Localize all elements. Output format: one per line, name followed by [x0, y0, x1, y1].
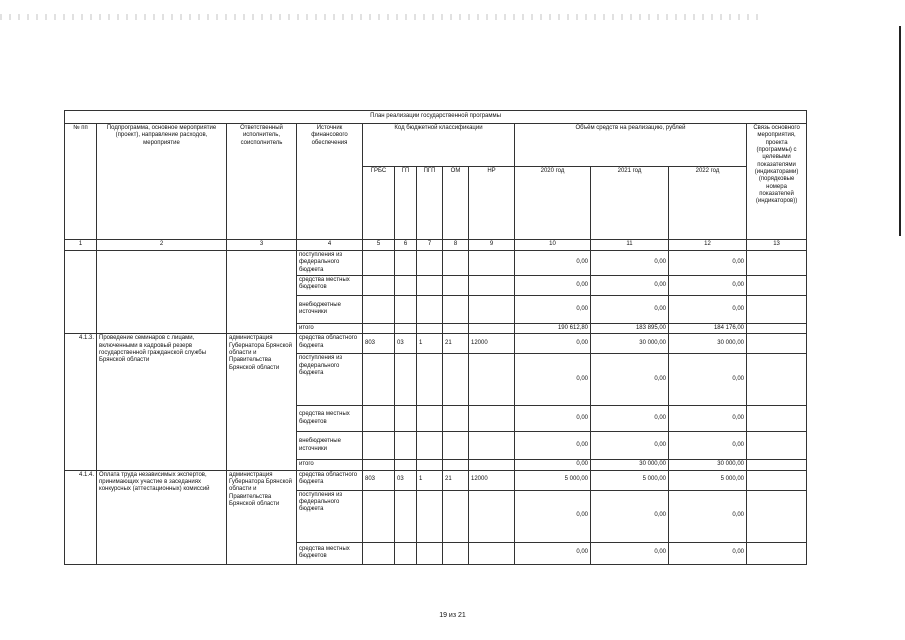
code-nr: 12000: [469, 334, 515, 354]
value-2021: 183 895,00: [591, 323, 669, 333]
col-number: 6: [395, 240, 417, 251]
header-pgp: ПГП: [417, 167, 443, 240]
value-2020: 0,00: [515, 460, 591, 470]
item-executor: администрация Губернатора Брянской области и Правительства Брянской области: [227, 470, 297, 564]
page-number: 19 из 21: [439, 612, 466, 619]
code-grbs: 803: [363, 470, 395, 490]
col-number: 7: [417, 240, 443, 251]
value-2022: 0,00: [669, 432, 747, 460]
table-row: [65, 334, 807, 354]
value-2021: 0,00: [591, 542, 669, 564]
source-cell: средства местных бюджетов: [297, 542, 363, 564]
value-2022: 0,00: [669, 406, 747, 432]
item-number: 4.1.3.: [65, 334, 97, 470]
source-cell: внебюджетные источники: [297, 432, 363, 460]
col-number: 2: [97, 240, 227, 251]
table-row: [65, 251, 807, 276]
value-2021: 0,00: [591, 295, 669, 323]
header-subprogram: Подпрограмма, основное мероприятие (проект), направление расходов, мероприятие: [97, 124, 227, 240]
value-2022: 0,00: [669, 542, 747, 564]
source-cell: средства областного бюджета: [297, 334, 363, 354]
plan-table: [64, 110, 807, 565]
code-grbs: 803: [363, 334, 395, 354]
table-row: [65, 470, 807, 490]
source-cell: поступления из федерального бюджета: [297, 251, 363, 276]
source-cell: средства местных бюджетов: [297, 406, 363, 432]
code-pgp: 1: [417, 334, 443, 354]
value-2021: 5 000,00: [591, 470, 669, 490]
header-om: ОМ: [443, 167, 469, 240]
value-2022: 0,00: [669, 490, 747, 542]
value-2021: 0,00: [591, 490, 669, 542]
header-gp: ГП: [395, 167, 417, 240]
source-cell: средства областного бюджета: [297, 470, 363, 490]
header-2022: 2022 год: [669, 167, 747, 240]
scan-noise-top: [0, 14, 760, 20]
header-source: Источник финансового обеспечения: [297, 124, 363, 240]
header-2020: 2020 год: [515, 167, 591, 240]
header-nr: НР: [469, 167, 515, 240]
col-number: 4: [297, 240, 363, 251]
header-2021: 2021 год: [591, 167, 669, 240]
value-2022: 0,00: [669, 295, 747, 323]
value-2020: 0,00: [515, 251, 591, 276]
header-executor: Ответственный исполнитель, соисполнитель: [227, 124, 297, 240]
code-gp: 03: [395, 334, 417, 354]
col-number: 12: [669, 240, 747, 251]
value-2021: 30 000,00: [591, 334, 669, 354]
source-cell: итого: [297, 323, 363, 333]
item-name: Проведение семинаров с лицами, включенными в кадровый резерв государственной гражданской службы Брянской области: [97, 334, 227, 470]
col-number: 13: [747, 240, 807, 251]
header-budget-code: Код бюджетной классификации: [363, 124, 515, 167]
code-om: 21: [443, 334, 469, 354]
value-2022: 5 000,00: [669, 470, 747, 490]
source-cell: поступления из федерального бюджета: [297, 354, 363, 406]
value-2022: 0,00: [669, 275, 747, 295]
col-number: 11: [591, 240, 669, 251]
value-2020: 190 612,80: [515, 323, 591, 333]
value-2020: 0,00: [515, 295, 591, 323]
col-number: 8: [443, 240, 469, 251]
item-name: Оплата труда независимых экспертов, принимающих участие в заседаниях конкурсных (аттестационных) комиссий: [97, 470, 227, 564]
value-2021: 0,00: [591, 432, 669, 460]
source-cell: поступления из федерального бюджета: [297, 490, 363, 542]
scan-edge-right: [899, 26, 901, 236]
value-2021: 0,00: [591, 406, 669, 432]
value-2020: 0,00: [515, 334, 591, 354]
col-number: 1: [65, 240, 97, 251]
value-2020: 0,00: [515, 490, 591, 542]
value-2022: 0,00: [669, 354, 747, 406]
value-2020: 0,00: [515, 542, 591, 564]
value-2020: 5 000,00: [515, 470, 591, 490]
item-number: 4.1.4.: [65, 470, 97, 564]
value-2021: 30 000,00: [591, 460, 669, 470]
value-2022: 0,00: [669, 251, 747, 276]
header-volume: Объём средств на реализацию, рублей: [515, 124, 747, 167]
code-pgp: 1: [417, 470, 443, 490]
code-nr: 12000: [469, 470, 515, 490]
col-number: 9: [469, 240, 515, 251]
value-2022: 30 000,00: [669, 460, 747, 470]
col-number: 3: [227, 240, 297, 251]
source-cell: внебюджетные источники: [297, 295, 363, 323]
col-number: 5: [363, 240, 395, 251]
code-gp: 03: [395, 470, 417, 490]
value-2021: 0,00: [591, 354, 669, 406]
value-2020: 0,00: [515, 406, 591, 432]
item-executor: администрация Губернатора Брянской области и Правительства Брянской области: [227, 334, 297, 470]
value-2022: 30 000,00: [669, 334, 747, 354]
value-2020: 0,00: [515, 432, 591, 460]
value-2020: 0,00: [515, 354, 591, 406]
col-number: 10: [515, 240, 591, 251]
header-grbs: ГРБС: [363, 167, 395, 240]
source-cell: итого: [297, 460, 363, 470]
value-2021: 0,00: [591, 251, 669, 276]
source-cell: средства местных бюджетов: [297, 275, 363, 295]
header-link: Связь основного мероприятия, проекта (программы) с целевыми показателями (индикаторами) (порядковые номера показателей (индикаторов)): [747, 124, 807, 240]
value-2020: 0,00: [515, 275, 591, 295]
value-2021: 0,00: [591, 275, 669, 295]
header-num: № пп: [65, 124, 97, 240]
table-title: План реализации государственной программы: [65, 111, 807, 124]
value-2022: 184 176,00: [669, 323, 747, 333]
code-om: 21: [443, 470, 469, 490]
